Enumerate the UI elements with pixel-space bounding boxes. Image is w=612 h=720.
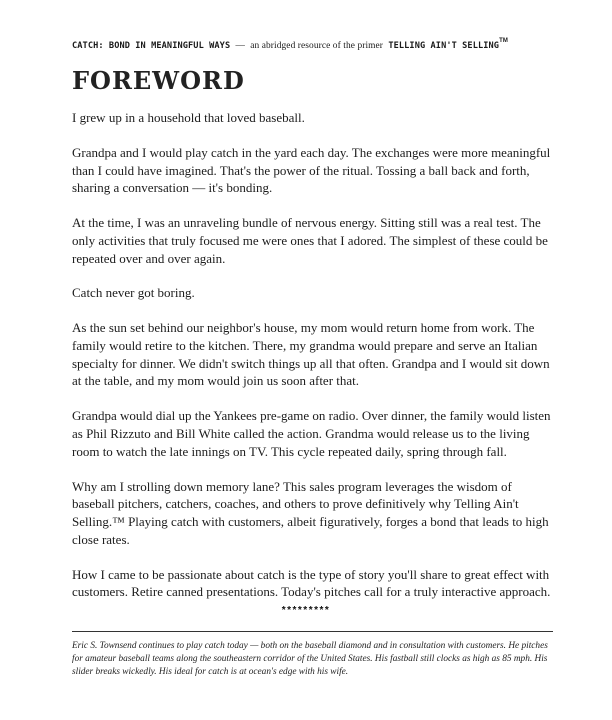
- series-title: CATCH: BOND IN MEANINGFUL WAYS: [72, 41, 231, 51]
- paragraph: Catch never got boring.: [72, 285, 195, 301]
- paragraph: Why am I strolling down memory lane? This sales program leverages the wisdom of baseball pitchers, catchers, coaches, and others to prove definitively why Telling Ain't Selling.™ Playing catch with customers, albeit figuratively, forges a bond that leads to high close rates.: [72, 478, 549, 547]
- page-title: FOREWORD: [72, 66, 245, 95]
- running-header: [72, 38, 552, 51]
- paragraph: At the time, I was an unraveling bundle of nervous energy. Sitting still was a real test. The only activities that truly focused me were ones that I adored. The simplest of these could be repeated over and over again.: [72, 215, 548, 266]
- paragraph: How I came to be passionate about catch is the type of story you'll share to great effect with customers. Retire canned presentations. Today's pitches call for a truly interactive approach.: [72, 566, 551, 600]
- paragraph: As the sun set behind our neighbor's house, my mom would return home from work. The family would retire to the kitchen. There, my grandma would prepare and serve an Italian specialty for dinner. We didn't switch things up all that often. Grandpa and I would sit down at the table, and my mom would join us soon after that.: [72, 320, 550, 389]
- paragraph: I grew up in a household that loved baseball.: [72, 110, 305, 125]
- header-subtitle: an abridged resource of the primer: [250, 41, 384, 51]
- section-break-stars: *********: [281, 605, 331, 616]
- divider-line: [72, 631, 553, 632]
- paragraph: Grandpa and I would play catch in the yard each day. The exchanges were more meaningful than I could have imagined. That's the power of the ritual. Tossing a ball back and forth, sharing a conversation — it's bonding.: [72, 144, 551, 196]
- header-separator: —: [235, 41, 245, 51]
- paragraph: Grandpa would dial up the Yankees pre-game on radio. Over dinner, the family would listen as Phil Rizzuto and Bill White called the action. Grandma would release us to the living room to watch the late innings on TV. This cycle repeated daily, spring through fall.: [72, 408, 551, 459]
- trademark-mark: TM: [499, 38, 508, 44]
- primer-title: TELLING AIN'T SELLING: [388, 41, 500, 51]
- author-bio: Eric S. Townsend continues to play catch today — both on the baseball diamond and in consultation with customers. He pitches for amateur baseball teams along the southeastern corridor of the United States. His fastball still clocks as high as 85 mph. His slider breaks wickedly. His ideal for catch is at ocean's edge with his wife.: [72, 641, 548, 678]
- foreword-body: [72, 109, 552, 618]
